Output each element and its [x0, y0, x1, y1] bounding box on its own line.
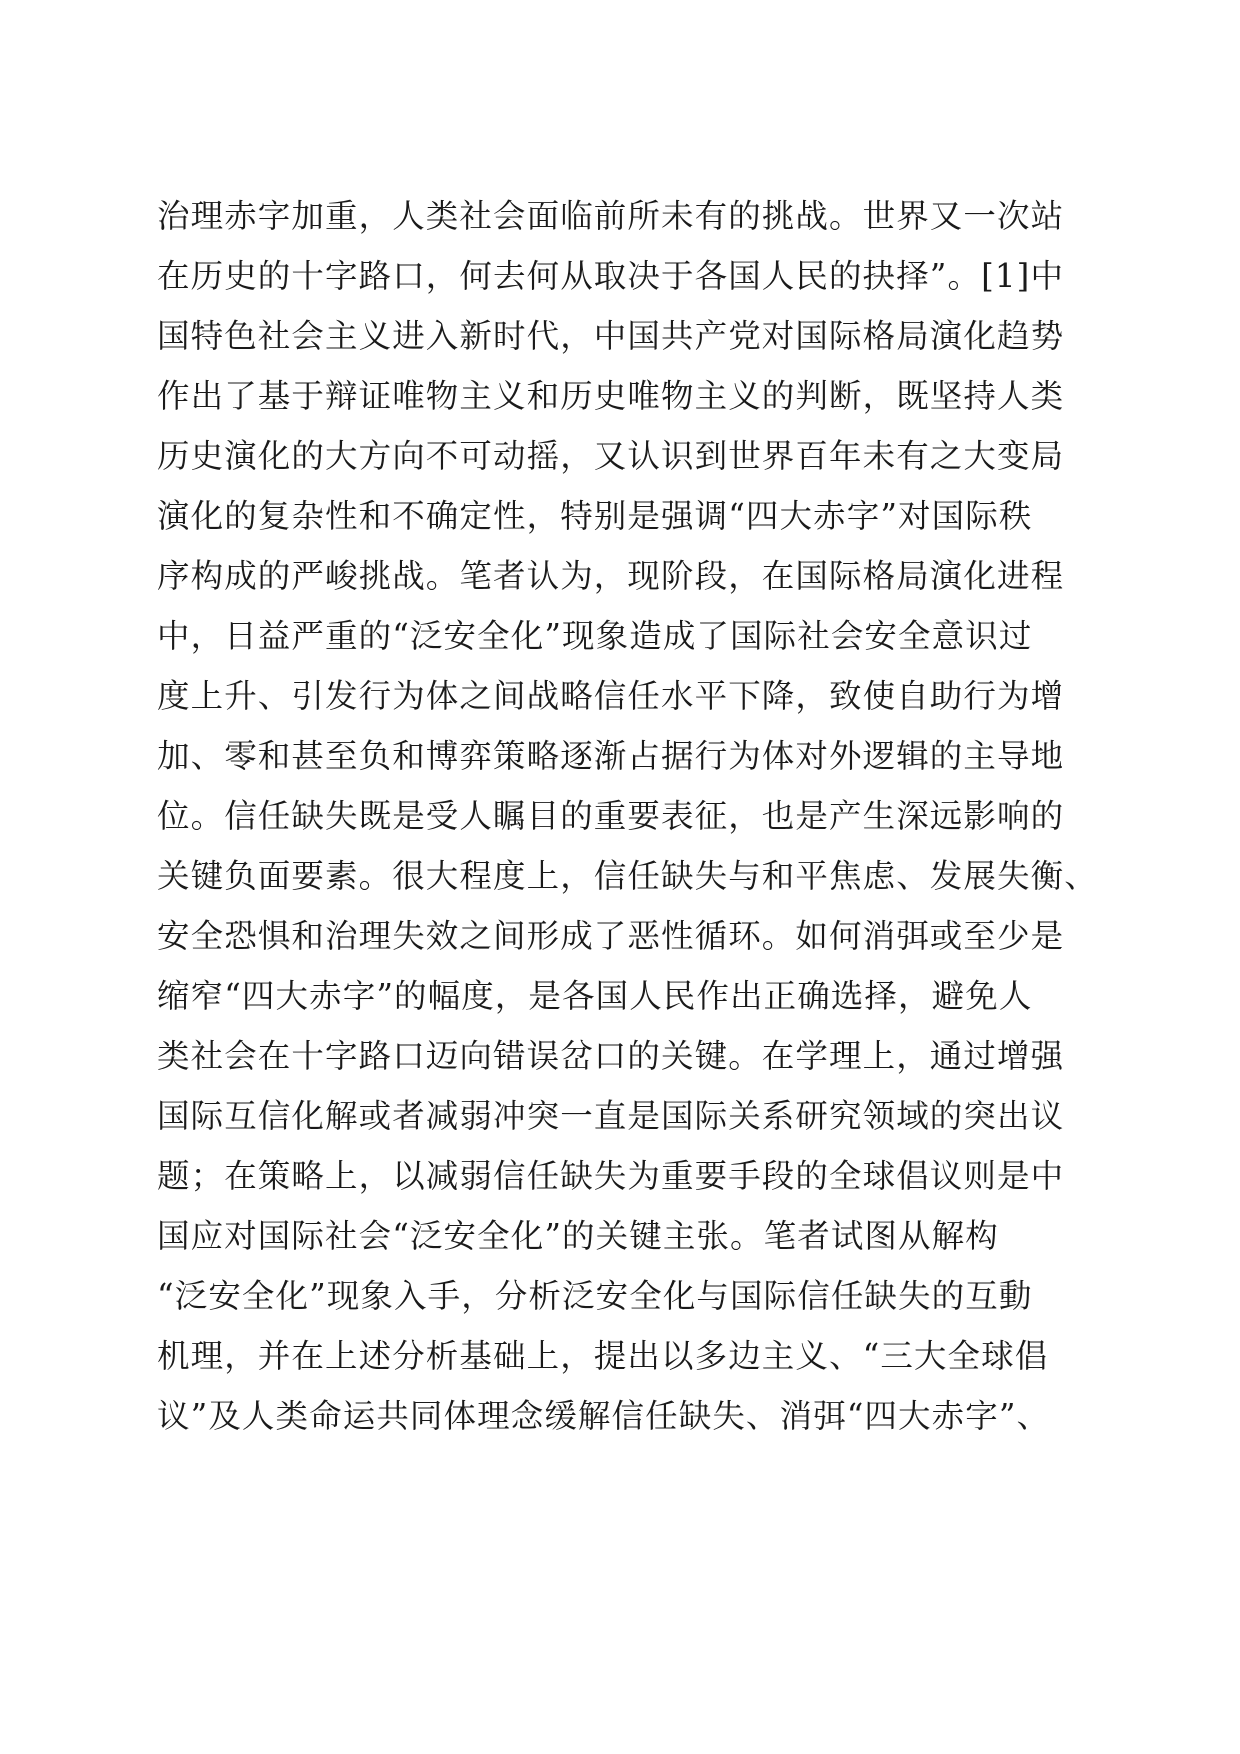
text-line: 演化的复杂性和不确定性，特别是强调“四大赤字”对国际秩 — [157, 497, 1033, 535]
text-line: 国特色社会主义进入新时代，中国共产党对国际格局演化趋势 — [157, 317, 1065, 355]
text-line: 机理，并在上述分析基础上，提出以多边主义、“三大全球倡 — [157, 1337, 1049, 1375]
text-line: 历史演化的大方向不可动摇，又认识到世界百年未有之大变局 — [157, 437, 1065, 475]
text-line: 国际互信化解或者减弱冲突一直是国际关系研究领域的突出议 — [157, 1097, 1065, 1135]
body-paragraph — [157, 186, 1117, 1446]
text-line: 序构成的严峻挑战。笔者认为，现阶段，在国际格局演化进程 — [157, 557, 1065, 595]
text-line: 加、零和甚至负和博弈策略逐渐占据行为体对外逻辑的主导地 — [157, 737, 1065, 775]
text-line: 在历史的十字路口，何去何从取决于各国人民的抉择”。[1]中 — [157, 257, 1065, 295]
text-line: 安全恐惧和治理失效之间形成了恶性循环。如何消弭或至少是 — [157, 917, 1065, 955]
text-line: “泛安全化”现象入手，分析泛安全化与国际信任缺失的互動 — [157, 1277, 1033, 1315]
text-line: 中，日益严重的“泛安全化”现象造成了国际社会安全意识过 — [157, 617, 1033, 655]
text-line: 类社会在十字路口迈向错误岔口的关键。在学理上，通过增强 — [157, 1037, 1065, 1075]
text-line: 治理赤字加重，人类社会面临前所未有的挑战。世界又一次站 — [157, 197, 1065, 235]
text-line: 题；在策略上，以减弱信任缺失为重要手段的全球倡议则是中 — [157, 1157, 1065, 1195]
text-line: 缩窄“四大赤字”的幅度，是各国人民作出正确选择，避免人 — [157, 977, 1033, 1015]
text-line: 关键负面要素。很大程度上，信任缺失与和平焦虑、发展失衡、 — [157, 857, 1098, 895]
text-line: 国应对国际社会“泛安全化”的关键主张。笔者试图从解构 — [157, 1217, 999, 1255]
text-line: 位。信任缺失既是受人瞩目的重要表征，也是产生深远影响的 — [157, 797, 1065, 835]
text-line: 度上升、引发行为体之间战略信任水平下降，致使自助行为增 — [157, 677, 1065, 715]
text-line: 作出了基于辩证唯物主义和历史唯物主义的判断，既坚持人类 — [157, 377, 1065, 415]
text-line: 议”及人类命运共同体理念缓解信任缺失、消弭“四大赤字”、 — [157, 1397, 1051, 1435]
